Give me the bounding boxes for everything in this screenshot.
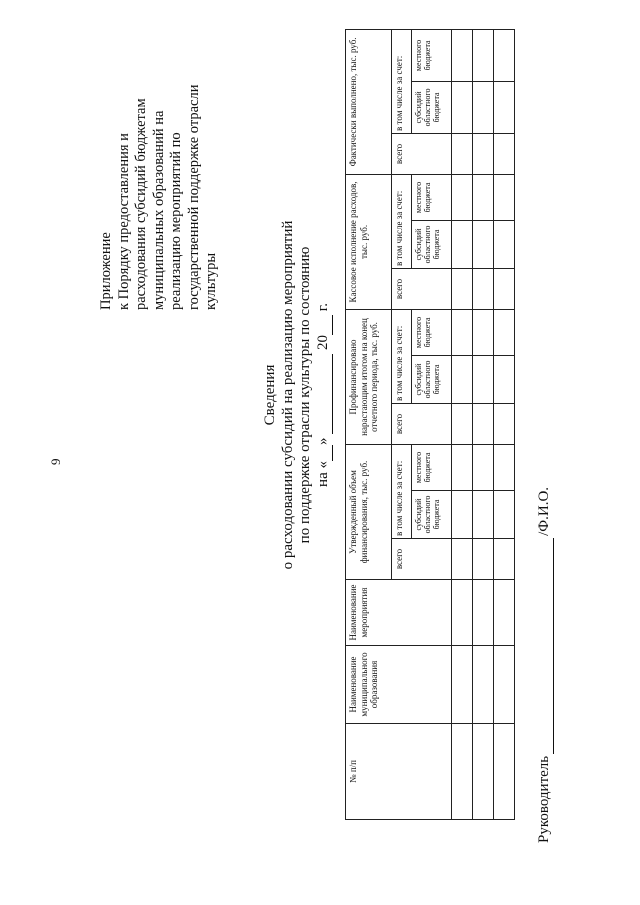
sub-local: местного бюджета: [411, 29, 451, 81]
appendix-line: культуры: [203, 252, 219, 310]
day-blank: [315, 445, 334, 461]
table-cell[interactable]: [452, 268, 473, 309]
table-cell[interactable]: [452, 174, 473, 220]
sub-including: в том числе за счет:: [392, 445, 412, 539]
table-cell[interactable]: [452, 445, 473, 491]
table-row: [473, 29, 494, 819]
header-num: № п/п: [346, 724, 452, 820]
table-cell[interactable]: [494, 724, 515, 820]
table-cell[interactable]: [494, 174, 515, 220]
table-cell[interactable]: [452, 580, 473, 646]
table-cell[interactable]: [494, 29, 515, 81]
table-cell[interactable]: [473, 724, 494, 820]
title-line-2: по поддержке отрасли культуры по состоянию: [297, 246, 313, 544]
header-approved: Утвержденный объем финансирования, тыс. руб.: [346, 445, 392, 580]
appendix-line: муниципальных образований на: [150, 110, 167, 310]
page-number: 9: [48, 458, 63, 465]
table-cell[interactable]: [473, 220, 494, 268]
signature-blank[interactable]: [536, 538, 554, 754]
sub-including: в том числе за счет:: [392, 29, 412, 133]
sub-including: в том числе за счет:: [392, 309, 412, 403]
table-cell[interactable]: [452, 356, 473, 404]
date-prefix: на «: [314, 461, 331, 487]
table-cell[interactable]: [473, 445, 494, 491]
table-cell[interactable]: [473, 133, 494, 174]
year-blank: [315, 315, 334, 335]
table-cell[interactable]: [473, 309, 494, 355]
header-row-1: [346, 29, 392, 819]
table-cell[interactable]: [473, 29, 494, 81]
table-cell[interactable]: [452, 220, 473, 268]
sub-local: местного бюджета: [411, 174, 451, 220]
table-cell[interactable]: [494, 539, 515, 580]
appendix-block: [98, 85, 221, 310]
table-cell[interactable]: [473, 539, 494, 580]
table-cell[interactable]: [473, 580, 494, 646]
report-table: [345, 29, 515, 820]
sub-local: местного бюджета: [411, 445, 451, 491]
table-cell[interactable]: [473, 491, 494, 539]
table-row: [452, 29, 473, 819]
title-line-1: о расходовании субсидий на реализацию мероприятий: [279, 220, 296, 570]
table-cell[interactable]: [494, 646, 515, 724]
signature-line: [536, 487, 554, 843]
table-cell[interactable]: [494, 580, 515, 646]
appendix-line: к Порядку предоставления и: [115, 133, 132, 310]
table-cell[interactable]: [452, 404, 473, 445]
table-cell[interactable]: [473, 81, 494, 133]
sub-regional: субсидий областного бюджета: [411, 491, 451, 539]
title-date-line: [315, 215, 334, 575]
header-event: Наименование мероприятия: [346, 580, 452, 646]
report-title: [262, 215, 333, 575]
table-cell[interactable]: [452, 724, 473, 820]
table-cell[interactable]: [473, 404, 494, 445]
header-financed: Профинансировано нарастающим итогом на конец отчетного периода, тыс. руб.: [346, 309, 392, 444]
date-quote-close: »: [314, 437, 331, 446]
signature-fio: /Ф.И.О.: [536, 486, 552, 536]
header-actual: Фактически выполнено, тыс. руб.: [346, 29, 392, 174]
table-cell[interactable]: [494, 133, 515, 174]
sub-regional: субсидий областного бюджета: [411, 356, 451, 404]
signature-label: Руководитель: [536, 755, 552, 843]
date-suffix: г.: [314, 303, 331, 312]
table-cell[interactable]: [452, 309, 473, 355]
table-cell[interactable]: [473, 356, 494, 404]
appendix-line: Приложение: [98, 232, 114, 310]
sub-regional: субсидий областного бюджета: [411, 81, 451, 133]
table-cell[interactable]: [452, 491, 473, 539]
table-cell[interactable]: [494, 491, 515, 539]
month-blank: [315, 354, 334, 434]
appendix-line: расходования субсидий бюджетам: [133, 98, 149, 310]
sub-total: всего: [392, 404, 452, 445]
table-row: [494, 29, 515, 819]
table-cell[interactable]: [452, 29, 473, 81]
sub-total: всего: [392, 268, 452, 309]
header-municipality: Наименование муниципального образования: [346, 646, 452, 724]
table-cell[interactable]: [494, 268, 515, 309]
table-cell[interactable]: [494, 309, 515, 355]
year-prefix: 20: [314, 335, 331, 351]
table-cell[interactable]: [473, 646, 494, 724]
table-cell[interactable]: [452, 81, 473, 133]
sub-including: в том числе за счет:: [392, 174, 412, 268]
table-cell[interactable]: [494, 404, 515, 445]
table-cell[interactable]: [494, 356, 515, 404]
table-cell[interactable]: [452, 539, 473, 580]
sub-local: местного бюджета: [411, 309, 451, 355]
header-cash: Кассовое исполнение расходов, тыс. руб.: [346, 174, 392, 309]
table-cell[interactable]: [494, 81, 515, 133]
table-cell[interactable]: [452, 133, 473, 174]
sub-total: всего: [392, 539, 452, 580]
table-cell[interactable]: [452, 646, 473, 724]
sub-regional: субсидий областного бюджета: [411, 220, 451, 268]
table-cell[interactable]: [494, 220, 515, 268]
table-cell[interactable]: [494, 445, 515, 491]
appendix-line: государственной поддержке отрасли: [185, 84, 202, 310]
appendix-line: реализацию мероприятий по: [168, 132, 184, 310]
table-cell[interactable]: [473, 174, 494, 220]
table-cell[interactable]: [473, 268, 494, 309]
sub-total: всего: [392, 133, 452, 174]
title-heading: Сведения: [262, 364, 278, 426]
